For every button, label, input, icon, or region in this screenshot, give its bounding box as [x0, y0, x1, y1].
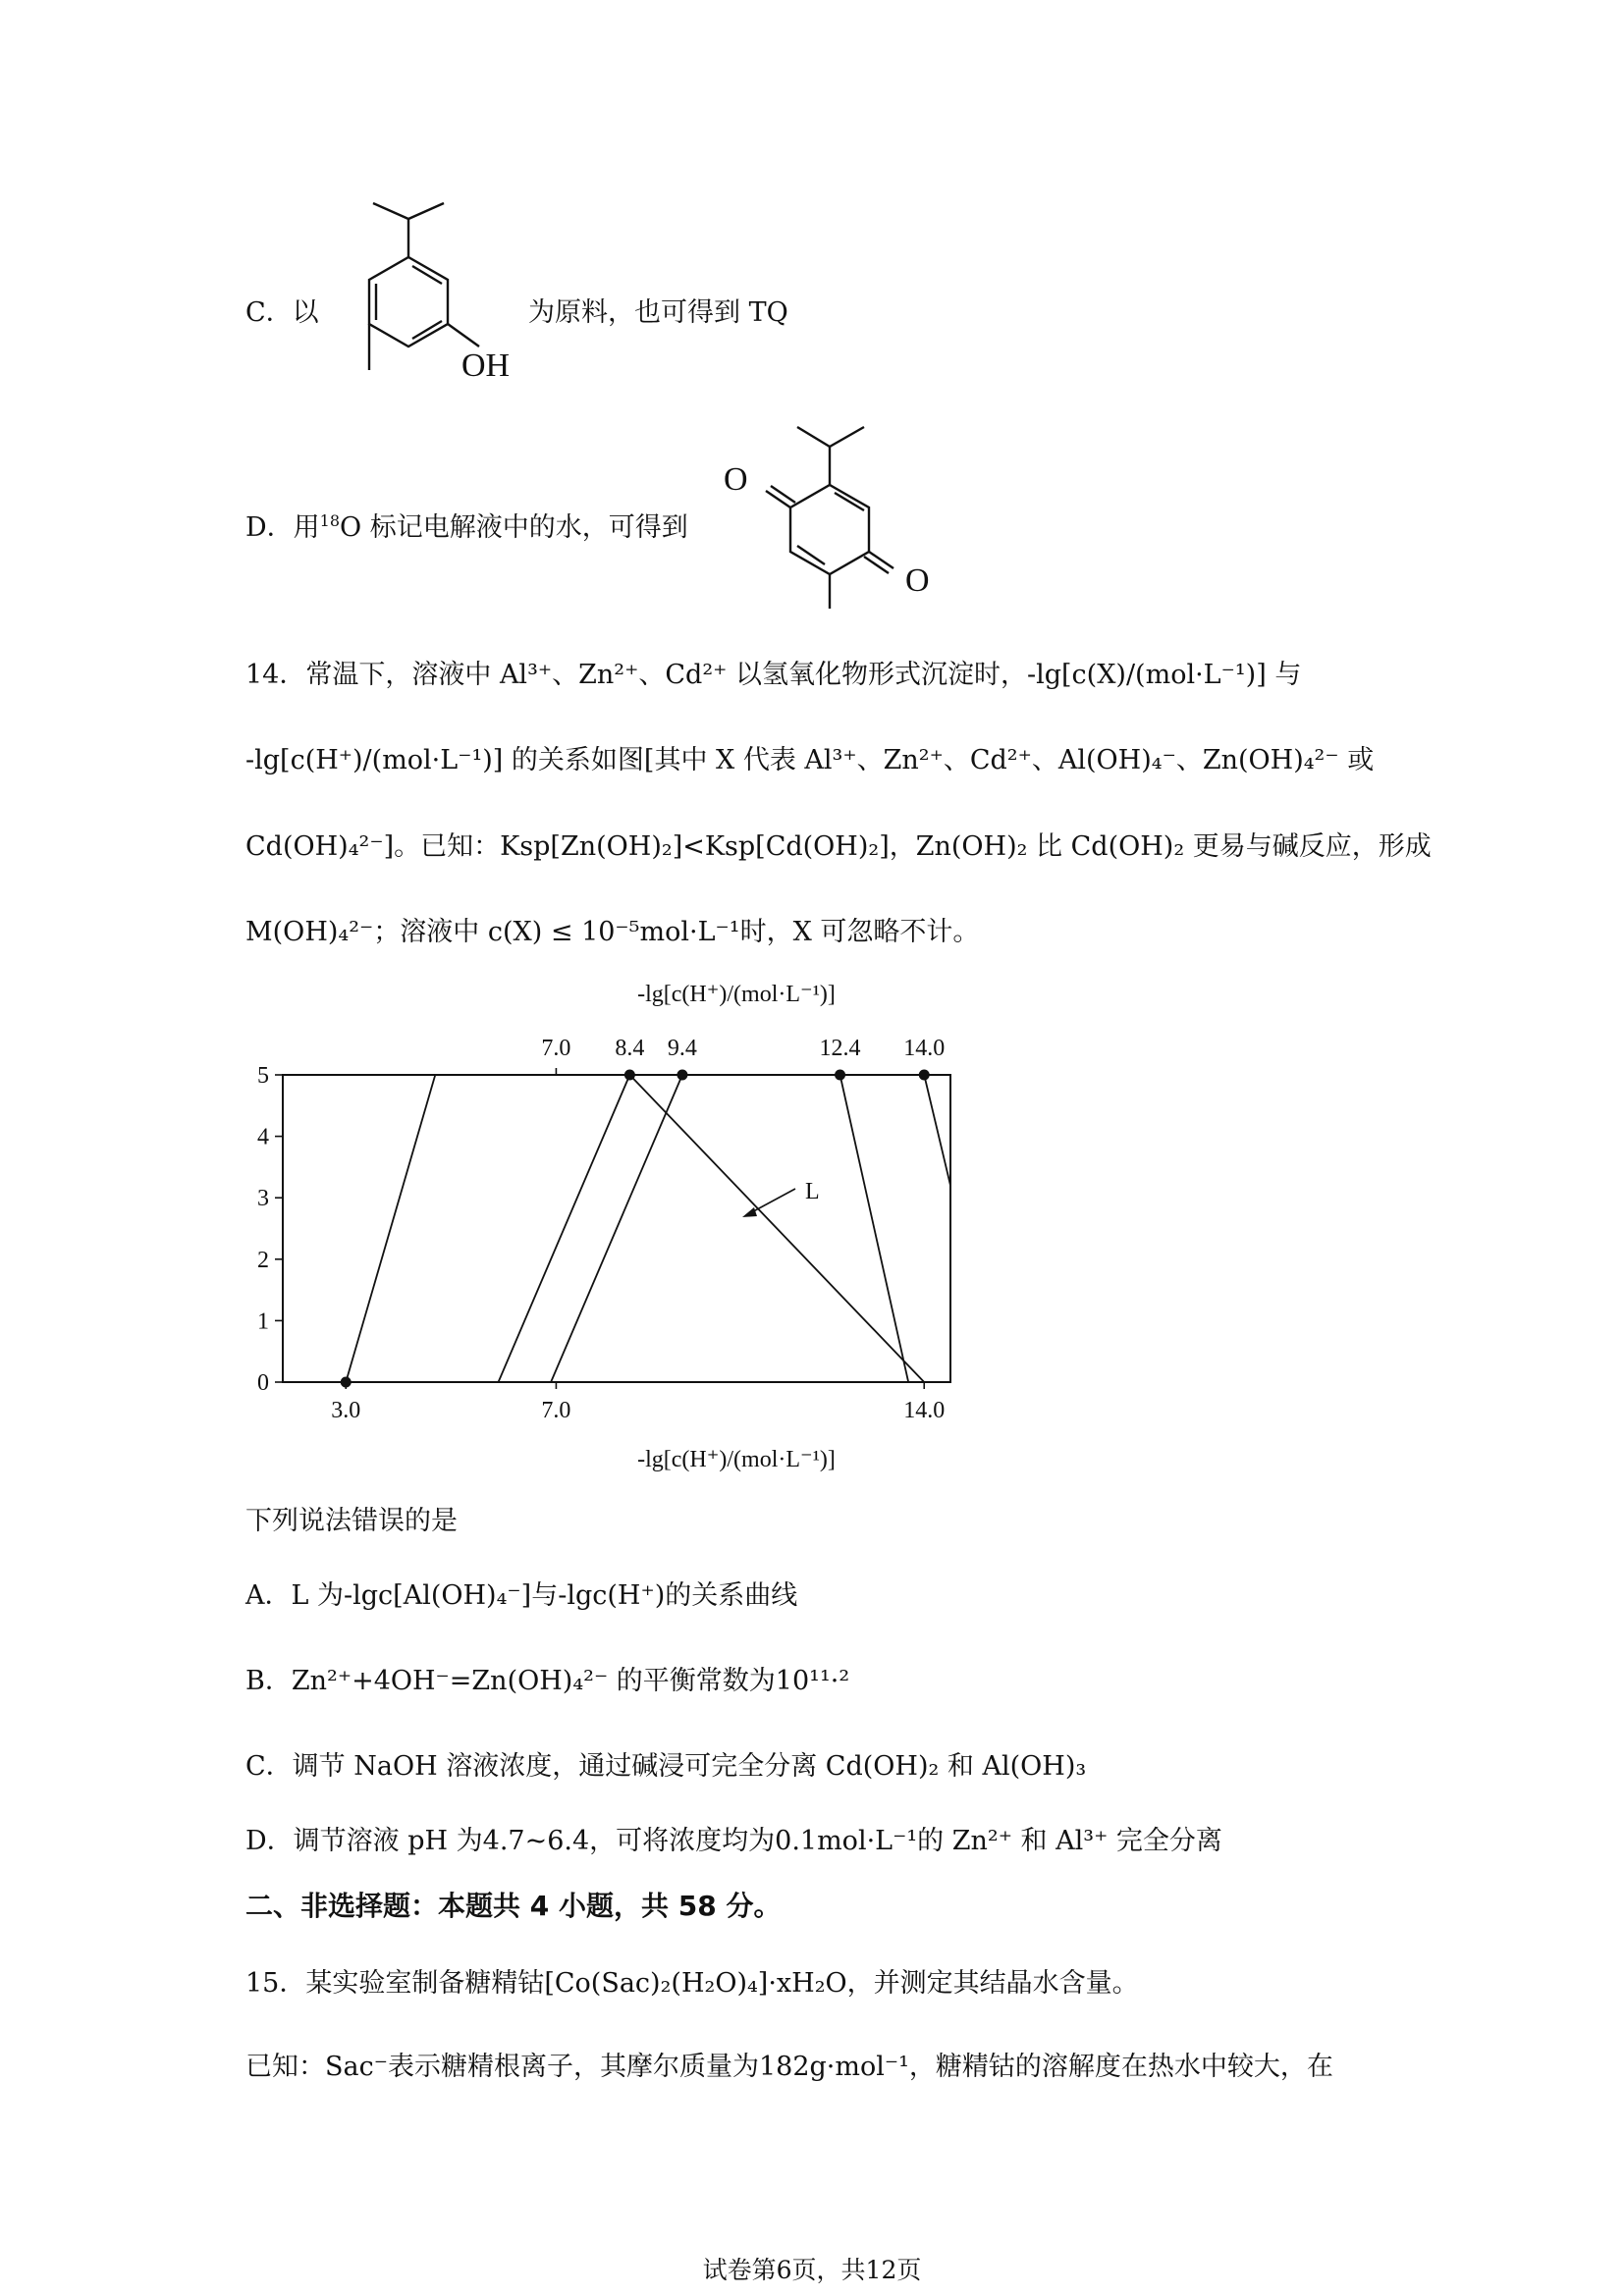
curve-label-arrowhead [742, 1207, 757, 1217]
y-tick-label: 0 [257, 1370, 269, 1396]
q14-line-2: -lg[c(H⁺)/(mol·L⁻¹)] 的关系如图[其中 X 代表 Al³⁺、Zn²⁺、Cd²⁺、Al(OH)₄⁻、Zn(OH)₄²⁻ 或 [245, 745, 1375, 775]
y-tick-label: 2 [257, 1247, 269, 1273]
option-c-tail: 为原料，也可得到 TQ [528, 297, 788, 328]
x-tick-label-top: 8.4 [615, 1036, 645, 1061]
page-footer: 试卷第6页，共12页 [702, 2256, 922, 2284]
precipitation-chart [236, 972, 982, 1492]
x-tick-label-top: 14.0 [903, 1036, 946, 1061]
q14-option-a: A．L 为-lgc[Al(OH)₄⁻]与-lgc(H⁺)的关系曲线 [245, 1580, 798, 1611]
data-point [677, 1070, 687, 1081]
data-point [624, 1070, 635, 1081]
series-line [499, 1075, 630, 1382]
q15-line-2: 已知：Sac⁻表示糖精根离子，其摩尔质量为182g·mol⁻¹，糖精钴的溶解度在热水中较大，在 [245, 2052, 1333, 2082]
series-line [924, 1075, 950, 1186]
y-tick-label: 5 [257, 1063, 269, 1089]
option-c-text: C．以 [245, 297, 319, 328]
section-heading: 二、非选择题：本题共 4 小题，共 58 分。 [245, 1890, 782, 1922]
x-tick-label-top: 12.4 [819, 1036, 861, 1061]
y-tick-label: 4 [257, 1124, 269, 1150]
y-tick-label: 3 [257, 1186, 269, 1212]
q14-prompt: 下列说法错误的是 [245, 1506, 458, 1536]
thymol-structure [314, 201, 530, 402]
x-tick-label-top: 7.0 [541, 1036, 571, 1061]
curve-l [629, 1075, 924, 1382]
q14-line-3: Cd(OH)₄²⁻]。已知：Ksp[Zn(OH)₂]<Ksp[Cd(OH)₂]，Zn(OH)₂ 比 Cd(OH)₂ 更易与碱反应，形成 [245, 831, 1432, 862]
data-point [835, 1070, 845, 1081]
option-d-text: D．用$^{18}$O 标记电解液中的水，可得到 [245, 511, 688, 543]
q14-option-b: B．Zn²⁺+4OH⁻=Zn(OH)₄²⁻ 的平衡常数为10¹¹·² [245, 1666, 850, 1696]
q15-line-1: 15．某实验室制备糖精钴[Co(Sac)₂(H₂O)₄]·xH₂O，并测定其结晶水含量。 [245, 1968, 1139, 1999]
x-tick-label-bottom: 14.0 [903, 1398, 946, 1423]
q14-option-c: C．调节 NaOH 溶液浓度，通过碱浸可完全分离 Cd(OH)₂ 和 Al(OH)₃ [245, 1751, 1087, 1782]
series-line [551, 1075, 682, 1382]
x-tick-label-bottom: 7.0 [541, 1398, 571, 1423]
y-tick-label: 1 [257, 1308, 269, 1335]
q14-line-4: M(OH)₄²⁻；溶液中 c(X) ≤ 10⁻⁵mol·L⁻¹时，X 可忽略不计。 [245, 917, 980, 947]
data-point [919, 1070, 930, 1081]
curve-label-l: L [805, 1179, 820, 1204]
data-point [341, 1377, 352, 1388]
q14-line-1: 14．常温下，溶液中 Al³⁺、Zn²⁺、Cd²⁺ 以氢氧化物形式沉淀时，-lg[c(X)/(mol·L⁻¹)] 与 [245, 660, 1302, 690]
svg-text:O: O [905, 562, 930, 599]
svg-text:OH: OH [461, 347, 511, 384]
q14-option-d: D．调节溶液 pH 为4.7~6.4，可将浓度均为0.1mol·L⁻¹的 Zn²⁺ 和 Al³⁺ 完全分离 [245, 1826, 1222, 1856]
x-axis-label-top: -lg[c(H⁺)/(mol·L⁻¹)] [637, 982, 836, 1007]
quinone-structure [717, 417, 952, 614]
x-tick-label-top: 9.4 [667, 1036, 697, 1061]
series-line [346, 1075, 435, 1382]
x-tick-label-bottom: 3.0 [331, 1398, 361, 1423]
svg-text:O: O [724, 461, 748, 498]
x-axis-label-bottom: -lg[c(H⁺)/(mol·L⁻¹)] [637, 1447, 836, 1472]
series-line [840, 1075, 909, 1382]
